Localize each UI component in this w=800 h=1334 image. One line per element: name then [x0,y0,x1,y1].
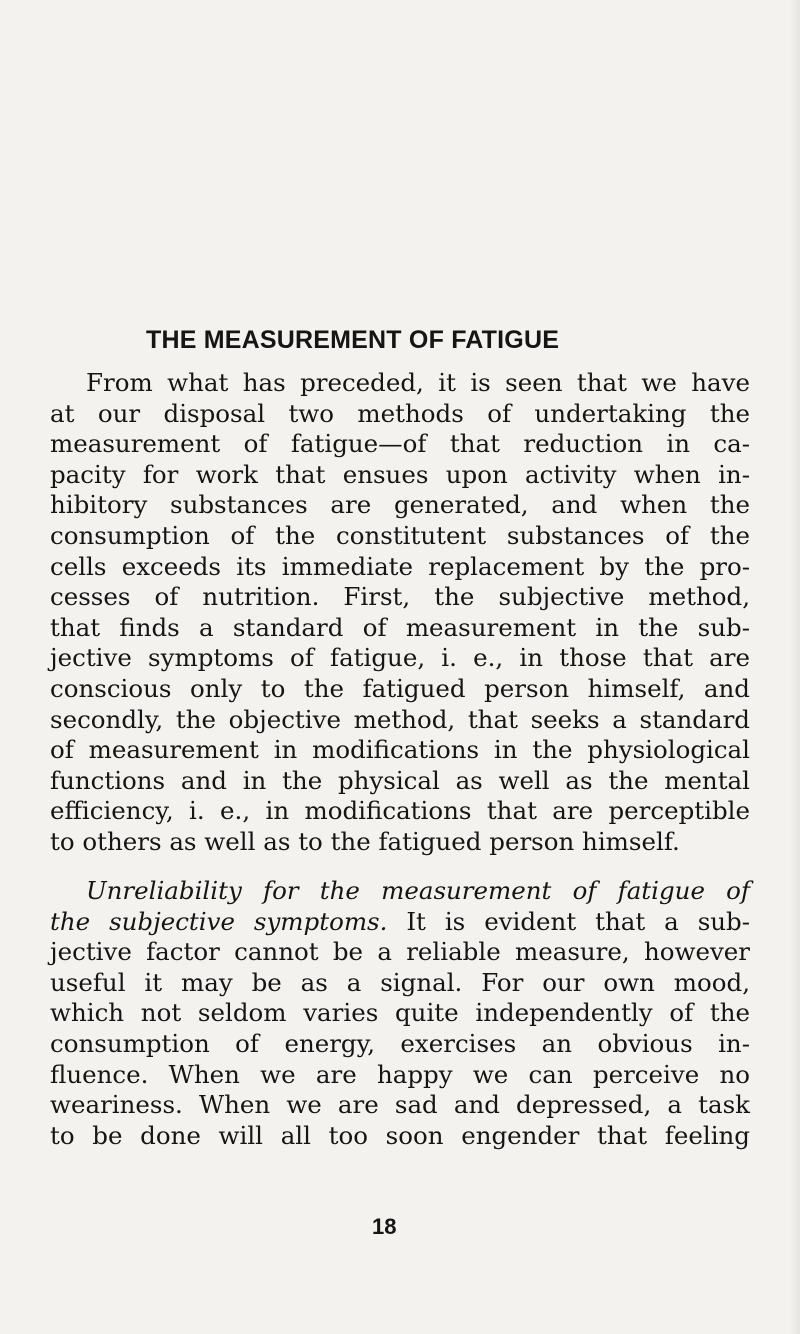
text-line: consumption of energy, exercises an obvious in- [50,1029,750,1058]
text-line: useful it may be as a signal. For our own mood, [50,967,750,997]
page-edge-shadow [790,0,800,1334]
text-line: cesses of nutrition. First, the subjective method, [50,582,750,612]
text-line: weariness. When we are sad and depressed, a task [50,1090,750,1120]
text-line-mixed [50,907,750,936]
text-line: From what has preceded, it is seen that we have [86,368,750,397]
text-line: consumption of the constitutent substances of the [50,521,750,550]
text-line: jective factor cannot be a reliable measure, however [50,937,750,967]
page-number: 18 [372,1214,397,1239]
text-line: jective symptoms of fatigue, i. e., in those that are [50,643,750,673]
text-line: conscious only to the fatigued person himself, and [50,674,750,703]
text-line: at our disposal two methods of undertaking the [50,398,750,428]
text-line: fluence. When we are happy we can perceive no [50,1059,750,1089]
text-line: secondly, the objective method, that seeks a standard [50,704,750,734]
text-line: that finds a standard of measurement in the sub- [50,612,750,642]
text-line: efficiency, i. e., in modifications that are perceptible [50,796,750,826]
section-heading: THE MEASUREMENT OF FATIGUE [146,326,560,354]
text-line: of measurement in modifications in the physiological [50,735,750,765]
text-line: hibitory substances are generated, and when the [50,490,750,520]
text-line: cells exceeds its immediate replacement by the pro- [50,551,750,581]
italic-run: the subjective symptoms. [50,906,388,936]
text-line: which not seldom varies quite independently of the [50,998,750,1028]
text-line: functions and in the physical as well as the mental [50,765,750,795]
text-line: pacity for work that ensues upon activity when in- [50,459,750,489]
text-line-italic: Unreliability for the measurement of fatigue of [86,876,750,905]
text-run: It is evident that a sub- [387,906,751,936]
text-line: to others as well as to the fatigued person himself. [50,827,680,856]
text-line: measurement of fatigue—of that reduction in ca- [50,429,750,459]
text-line: to be done will all too soon engender that feeling [50,1120,750,1150]
